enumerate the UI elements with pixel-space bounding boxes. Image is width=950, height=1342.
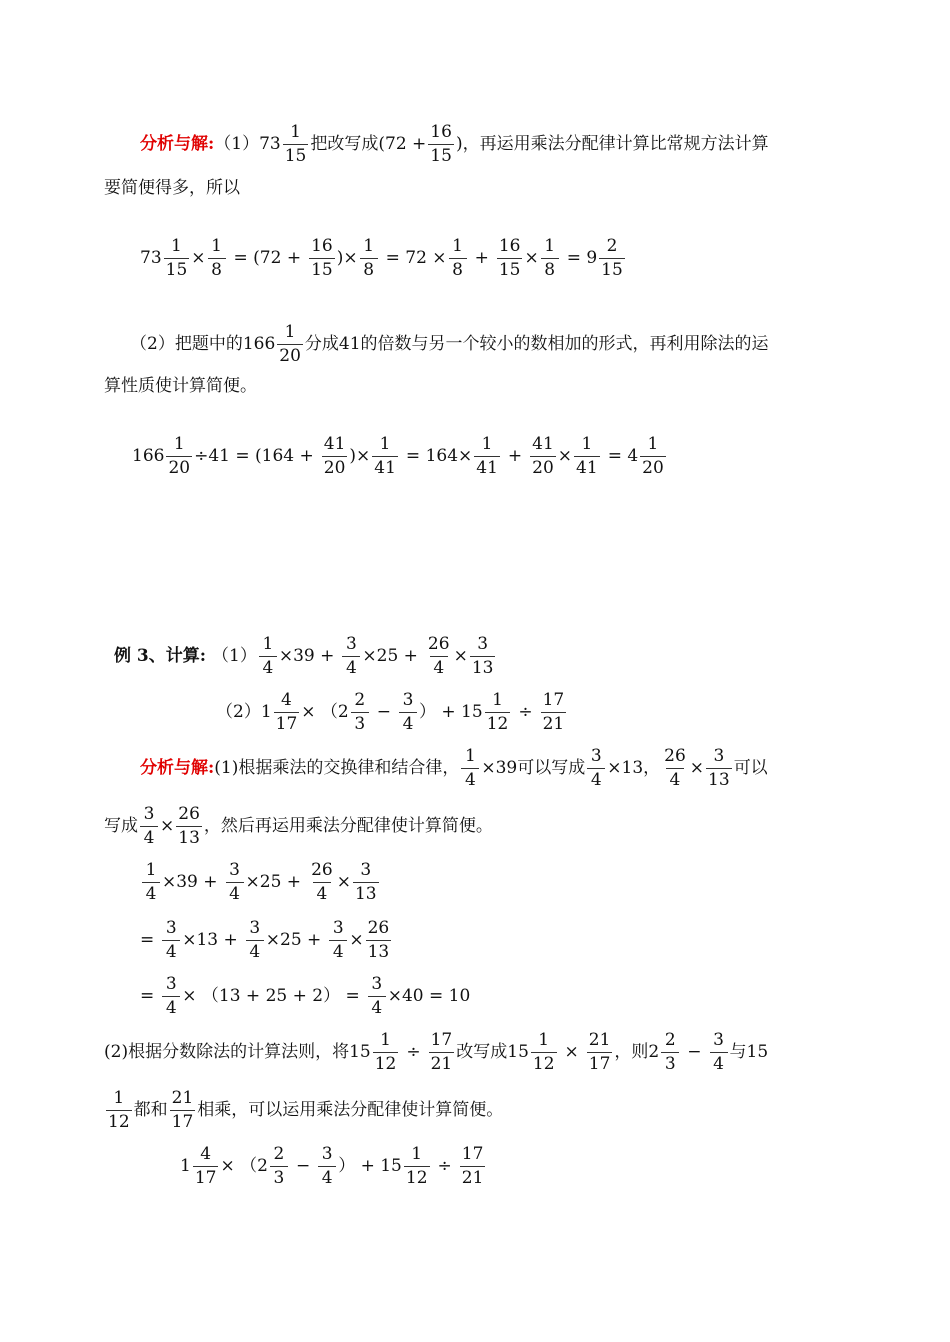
numerator: 1 (492, 690, 503, 710)
denominator: 4 (226, 882, 244, 903)
fraction (574, 436, 600, 477)
denominator: 17 (275, 714, 298, 734)
fraction (428, 124, 454, 165)
numerator: 2 (664, 1030, 676, 1050)
text: 可以 (733, 758, 768, 778)
text: )× (336, 248, 358, 268)
fraction (322, 436, 348, 477)
text: = (72 + (233, 248, 302, 268)
numerator: 2 (273, 1144, 285, 1164)
numerator: 3 (165, 974, 177, 994)
text: 分成41的倍数与另一个较小的数相加的形式，再利用除法的运 (304, 334, 769, 354)
text: 都和 (133, 1100, 168, 1120)
numerator: 41 (532, 434, 554, 454)
fraction (329, 920, 347, 961)
numerator: 1 (538, 1030, 550, 1050)
numerator: 1 (481, 434, 493, 454)
numerator: 17 (461, 1144, 484, 1164)
text: = 9 (566, 248, 598, 268)
calc-step-3 (140, 976, 470, 1017)
denominator: 3 (351, 712, 369, 733)
numerator: 1 (647, 434, 659, 454)
denominator: 4 (318, 1166, 336, 1187)
denominator: 3 (661, 1052, 679, 1073)
text: (2)根据分数除法的计算法则，将15 (104, 1042, 371, 1062)
text: ×39 + (162, 872, 218, 892)
numerator: 1 (363, 236, 375, 256)
text: )，再运用乘法分配律计算比常规方法计算 (455, 134, 769, 154)
denominator: 12 (486, 714, 509, 734)
text: × (349, 930, 364, 950)
text: 73 (140, 248, 162, 268)
numerator: 17 (430, 1030, 453, 1050)
text: ×13 + (182, 930, 238, 950)
denominator: 4 (259, 656, 277, 677)
text: − (295, 1156, 311, 1176)
text: ×25 + (245, 872, 302, 892)
fraction (530, 436, 556, 477)
numerator: 3 (249, 918, 261, 938)
denominator: 4 (162, 940, 180, 961)
fraction (497, 238, 523, 279)
example-label: 例 3、计算: (114, 646, 207, 666)
text: （1）73 (214, 134, 281, 154)
denominator: 41 (576, 458, 598, 478)
numerator: 1 (145, 860, 157, 880)
denominator: 20 (279, 346, 301, 366)
fraction (587, 1032, 613, 1073)
denominator: 20 (532, 458, 554, 478)
text: ÷41 = (164 + (194, 446, 314, 466)
denominator: 20 (323, 458, 346, 478)
text: × (336, 872, 351, 892)
fraction (342, 636, 360, 677)
fraction (706, 748, 732, 789)
text: ×39可以写成 (481, 758, 586, 778)
fraction (162, 920, 180, 961)
numerator: 1 (262, 634, 274, 654)
numerator: 1 (211, 236, 222, 256)
denominator: 4 (140, 826, 158, 847)
text: （2）把题中的166 (130, 334, 276, 354)
denominator: 21 (430, 1054, 453, 1074)
text: 要简便得多，所以 (104, 178, 240, 198)
fraction (541, 692, 567, 733)
numerator: 3 (143, 804, 155, 824)
analysis-label: 分析与解: (140, 758, 215, 778)
analysis-paragraph-1-line-2 (104, 180, 240, 197)
denominator: 15 (165, 260, 188, 280)
denominator: 4 (313, 882, 331, 903)
numerator: 16 (498, 236, 521, 256)
numerator: 3 (590, 746, 602, 766)
text: 算性质使计算简便。 (104, 376, 257, 396)
numerator: 16 (311, 236, 333, 256)
fraction (599, 238, 625, 279)
numerator: 1 (171, 236, 182, 256)
fraction (360, 238, 378, 279)
equation-2 (132, 436, 668, 477)
numerator: 26 (664, 746, 686, 766)
text: 1 (180, 1156, 191, 1176)
text: × (524, 248, 539, 268)
fraction (662, 748, 688, 789)
numerator: 21 (171, 1088, 194, 1108)
text: = 4 (607, 446, 639, 466)
calc-step-1 (140, 862, 381, 903)
fraction (259, 636, 277, 677)
denominator: 13 (708, 770, 730, 790)
fraction (246, 920, 264, 961)
fraction (449, 238, 467, 279)
denominator: 4 (246, 940, 264, 961)
denominator: 8 (208, 258, 226, 279)
denominator: 12 (374, 1054, 397, 1074)
numerator: 2 (606, 236, 618, 256)
denominator: 13 (354, 884, 377, 904)
fraction (270, 1146, 288, 1187)
text: × (453, 646, 468, 666)
denominator: 4 (399, 712, 417, 733)
text: 与15 (729, 1042, 769, 1062)
denominator: 4 (461, 768, 479, 789)
text: × （2 (220, 1156, 268, 1176)
example-3-question-1 (114, 636, 497, 677)
denominator: 3 (270, 1166, 288, 1187)
numerator: 26 (367, 918, 390, 938)
numerator: 1 (581, 434, 593, 454)
fraction (142, 862, 160, 903)
text: ×13， (607, 758, 661, 778)
text: × (191, 248, 206, 268)
analysis-paragraph-2-line-1 (130, 324, 769, 365)
example-3-question-2 (216, 692, 568, 733)
numerator: 26 (178, 804, 200, 824)
fraction (366, 920, 392, 961)
denominator: 4 (430, 656, 448, 677)
fraction (162, 976, 180, 1017)
text: × (160, 816, 175, 836)
fraction (373, 1032, 399, 1073)
denominator: 15 (311, 260, 333, 280)
text: （2）1 (216, 702, 272, 722)
text: = (140, 986, 155, 1006)
fraction (274, 692, 300, 733)
numerator: 41 (323, 434, 346, 454)
text: ×39 + (278, 646, 335, 666)
denominator: 20 (642, 458, 664, 478)
denominator: 15 (284, 146, 307, 166)
fraction (283, 124, 309, 165)
text: = 72 × (385, 248, 447, 268)
denominator: 4 (162, 996, 180, 1017)
fraction (429, 1032, 455, 1073)
fraction (470, 636, 496, 677)
text: ） + 15 (338, 1156, 402, 1176)
fraction (318, 1146, 336, 1187)
denominator: 17 (171, 1112, 194, 1132)
calc-step-2 (140, 920, 393, 961)
text: ×25 + (265, 930, 322, 950)
denominator: 15 (498, 260, 521, 280)
text: × (557, 446, 573, 466)
fraction (474, 436, 500, 477)
analysis-paragraph-1-line-1 (140, 124, 769, 165)
numerator: 3 (713, 746, 725, 766)
numerator: 2 (354, 690, 366, 710)
fraction (640, 436, 666, 477)
numerator: 1 (544, 236, 556, 256)
numerator: 16 (430, 122, 452, 142)
numerator: 1 (380, 1030, 391, 1050)
text: )× (349, 446, 371, 466)
numerator: 1 (411, 1144, 423, 1164)
numerator: 1 (290, 122, 301, 142)
numerator: 3 (332, 918, 344, 938)
fraction (426, 636, 452, 677)
numerator: 3 (345, 634, 357, 654)
denominator: 8 (449, 258, 467, 279)
fraction (166, 436, 192, 477)
denominator: 15 (430, 146, 452, 166)
text: 改写成15 (456, 1042, 529, 1062)
denominator: 4 (710, 1052, 728, 1073)
numerator: 1 (113, 1088, 125, 1108)
denominator: 4 (587, 768, 605, 789)
numerator: 1 (284, 322, 296, 342)
denominator: 4 (666, 768, 684, 789)
analysis-paragraph-3-line-1 (140, 748, 768, 789)
text: (1)根据乘法的交换律和结合律， (214, 758, 460, 778)
text: ÷ (437, 1156, 452, 1176)
fraction (461, 748, 479, 789)
numerator: 1 (379, 434, 391, 454)
text: − (687, 1042, 702, 1062)
fraction (309, 238, 335, 279)
fraction (193, 1146, 219, 1187)
fraction (208, 238, 226, 279)
text: × （13 + 25 + 2） = (182, 986, 360, 1006)
numerator: 3 (165, 918, 177, 938)
text: 写成 (104, 816, 138, 836)
denominator: 41 (374, 458, 396, 478)
numerator: 3 (713, 1030, 724, 1050)
denominator: 4 (368, 996, 386, 1017)
denominator: 8 (541, 258, 559, 279)
calc-last-expression (180, 1146, 487, 1187)
denominator: 21 (542, 714, 565, 734)
analysis-paragraph-3-line-2 (104, 806, 493, 847)
text: = (140, 930, 155, 950)
denominator: 13 (471, 658, 494, 678)
numerator: 3 (371, 974, 383, 994)
text: − (376, 702, 391, 722)
analysis-label: 分析与解: (140, 134, 215, 154)
fraction (485, 692, 511, 733)
numerator: 17 (542, 690, 565, 710)
fraction (353, 862, 379, 903)
fraction (309, 862, 335, 903)
denominator: 4 (329, 940, 347, 961)
numerator: 3 (477, 634, 489, 654)
denominator: 12 (532, 1054, 555, 1074)
fraction (164, 238, 190, 279)
fraction (710, 1032, 728, 1073)
numerator: 4 (200, 1144, 212, 1164)
numerator: 3 (321, 1144, 333, 1164)
denominator: 12 (405, 1168, 428, 1188)
text: ，则2 (614, 1042, 660, 1062)
text: + (474, 248, 489, 268)
denominator: 17 (588, 1054, 611, 1074)
text: × （2 (301, 702, 349, 722)
text: ÷ (518, 702, 533, 722)
denominator: 17 (194, 1168, 217, 1188)
text: ） + 15 (419, 702, 483, 722)
fraction (460, 1146, 486, 1187)
text: × (689, 758, 705, 778)
fraction (541, 238, 559, 279)
denominator: 13 (367, 942, 390, 962)
denominator: 20 (168, 458, 191, 478)
analysis-paragraph-2-line-2 (104, 378, 257, 395)
denominator: 15 (601, 260, 623, 280)
denominator: 21 (461, 1168, 484, 1188)
text: + (507, 446, 523, 466)
fraction (277, 324, 303, 365)
numerator: 1 (452, 236, 463, 256)
fraction (176, 806, 202, 847)
text: ，然后再运用乘法分配律使计算简便。 (203, 816, 493, 836)
analysis-paragraph-4-line-1 (104, 1032, 768, 1073)
numerator: 3 (229, 860, 240, 880)
text: ×25 + (362, 646, 418, 666)
denominator: 4 (342, 656, 360, 677)
fraction (399, 692, 417, 733)
numerator: 1 (173, 434, 185, 454)
denominator: 13 (178, 828, 200, 848)
fraction (661, 1032, 679, 1073)
numerator: 1 (464, 746, 476, 766)
numerator: 26 (427, 634, 450, 654)
fraction (351, 692, 369, 733)
fraction (368, 976, 386, 1017)
numerator: 26 (311, 860, 333, 880)
numerator: 3 (402, 690, 414, 710)
text: 把改写成(72 + (310, 134, 427, 154)
fraction (140, 806, 158, 847)
text: = 164× (405, 446, 473, 466)
text: ×40 = 10 (387, 986, 471, 1006)
numerator: 4 (281, 690, 292, 710)
denominator: 41 (476, 458, 498, 478)
fraction (170, 1090, 196, 1131)
denominator: 12 (108, 1112, 130, 1132)
numerator: 3 (360, 860, 372, 880)
text: （1） (212, 646, 257, 666)
fraction (587, 748, 605, 789)
equation-1 (140, 238, 627, 279)
text: × (564, 1042, 579, 1062)
fraction (404, 1146, 430, 1187)
fraction (226, 862, 244, 903)
numerator: 21 (588, 1030, 611, 1050)
fraction (106, 1090, 132, 1131)
analysis-paragraph-4-line-2 (104, 1090, 503, 1131)
denominator: 4 (142, 882, 160, 903)
text: 相乘，可以运用乘法分配律使计算简便。 (197, 1100, 504, 1120)
text: ÷ (406, 1042, 421, 1062)
fraction (372, 436, 398, 477)
fraction (531, 1032, 557, 1073)
denominator: 8 (360, 258, 378, 279)
text: 166 (132, 446, 165, 466)
